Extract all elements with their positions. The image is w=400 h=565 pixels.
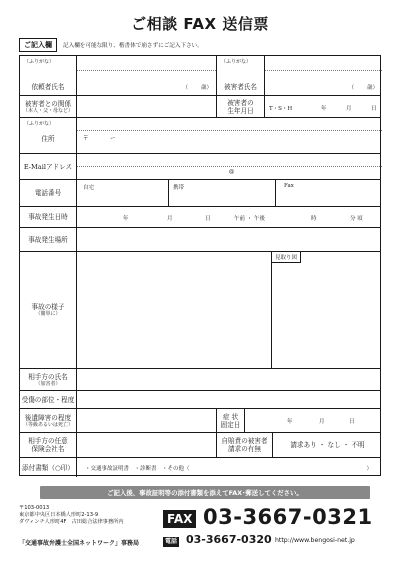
row-aftereffects bbox=[20, 409, 380, 433]
row-names bbox=[20, 56, 380, 96]
victim-name-field[interactable]: （ 歳） bbox=[265, 56, 382, 95]
birth-field[interactable]: T・S・H 年 月 日 bbox=[269, 106, 377, 112]
row-phone bbox=[20, 180, 380, 207]
accident-place-field[interactable] bbox=[77, 228, 382, 251]
insurance-field[interactable] bbox=[77, 433, 217, 457]
row-insurance bbox=[20, 433, 380, 458]
birth-label: 被害者の 生年月日 bbox=[217, 96, 265, 117]
instructions bbox=[19, 38, 381, 52]
symptom-fixed-field[interactable]: 年 月 日 bbox=[287, 419, 355, 425]
row-other-party bbox=[20, 369, 380, 391]
accident-datetime-label: 事故発生日時 bbox=[20, 207, 77, 227]
row-relation bbox=[20, 96, 380, 118]
other-party-label: 相手方の氏名 （加害者） bbox=[20, 369, 77, 390]
aftereffects-field[interactable] bbox=[77, 409, 217, 432]
tel-badge: 電話 bbox=[165, 538, 178, 545]
client-name-label: （ふりがな） 依頼者氏名 bbox=[20, 56, 77, 95]
client-name-field[interactable]: （ 歳） bbox=[77, 56, 217, 95]
address-label: （ふりがな） 住所 bbox=[20, 118, 77, 153]
row-address bbox=[20, 118, 380, 154]
injury-label: 受傷の部位・程度 bbox=[20, 391, 77, 408]
aftereffects-label: 後遺障害の程度 （等級あるいは死亡） bbox=[20, 409, 77, 432]
entry-badge: ご記入欄 bbox=[19, 38, 57, 52]
fax-badge: FAX bbox=[163, 510, 196, 528]
phone-label: 電話番号 bbox=[20, 180, 77, 206]
consultation-form bbox=[19, 55, 381, 476]
attachments-label: 添付書類（○印） bbox=[20, 458, 77, 477]
accident-situation-label: 事故の様子 （簡単に） bbox=[20, 252, 77, 368]
map-label: 見取り図 bbox=[272, 252, 301, 263]
attachments-field[interactable]: ・交通事故証明書 ・診断書 ・その他（ ） bbox=[85, 466, 372, 472]
mobile-phone-field[interactable]: 携帯 bbox=[169, 180, 276, 206]
map-field[interactable] bbox=[272, 252, 382, 368]
victim-name-label: （ふりがな） 被害者氏名 bbox=[217, 56, 265, 95]
website-link[interactable]: http://www.bengosi-net.jp bbox=[275, 537, 355, 544]
injury-field[interactable] bbox=[77, 391, 382, 408]
instruction-banner: ご記入後、事故証明等の添付書類を添えてFAX･郵送してください。 bbox=[40, 486, 370, 499]
insurance-label: 相手方の任意 保険会社名 bbox=[20, 433, 77, 457]
relation-label: 被害者との関係 （本人・父・母など） bbox=[20, 96, 77, 117]
home-phone-field[interactable]: 自宅 bbox=[77, 180, 169, 206]
accident-place-label: 事故発生場所 bbox=[20, 228, 77, 251]
address-field[interactable]: 〒 ー bbox=[77, 118, 382, 153]
other-party-field[interactable] bbox=[77, 369, 382, 390]
footer-org: 「交通事故弁護士全国ネットワーク」事務局 bbox=[19, 540, 140, 547]
page-title: ご相談 FAX 送信票 bbox=[131, 15, 269, 33]
fax-number: 03-3667-0321 bbox=[203, 505, 373, 529]
row-injury bbox=[20, 391, 380, 409]
row-accident-datetime bbox=[20, 207, 380, 228]
accident-situation-field[interactable] bbox=[77, 252, 272, 368]
instructions-text: 記入欄を可能な限り、楷書体で崩さずにご記入下さい。 bbox=[63, 43, 203, 49]
jibaiseki-label: 自賠責の被害者 請求の有無 bbox=[217, 433, 273, 457]
row-attachments bbox=[20, 458, 380, 477]
row-email bbox=[20, 154, 380, 180]
symptom-fixed-label: 症 状 固定日 bbox=[217, 409, 245, 432]
email-field[interactable]: @ bbox=[77, 154, 382, 179]
footer-address: 〒103-0013 東京都中央区日本橋人形町2-13-9 ダヴィンチ人形町4F 古田総合法律事務所内 bbox=[19, 505, 124, 525]
row-accident-situation bbox=[20, 252, 380, 369]
email-label: E-Mailアドレス bbox=[20, 154, 77, 179]
relation-field[interactable] bbox=[77, 96, 217, 117]
claim-options[interactable]: 請求あり ・ なし ・ 不明 bbox=[290, 441, 365, 449]
row-accident-place bbox=[20, 228, 380, 252]
fax-field[interactable]: Fax bbox=[284, 183, 294, 189]
tel-number: 03-3667-0320 bbox=[186, 533, 272, 546]
accident-datetime-field[interactable]: 年 月 日 午前 ・ 午後 時 分 頃 bbox=[123, 216, 363, 222]
